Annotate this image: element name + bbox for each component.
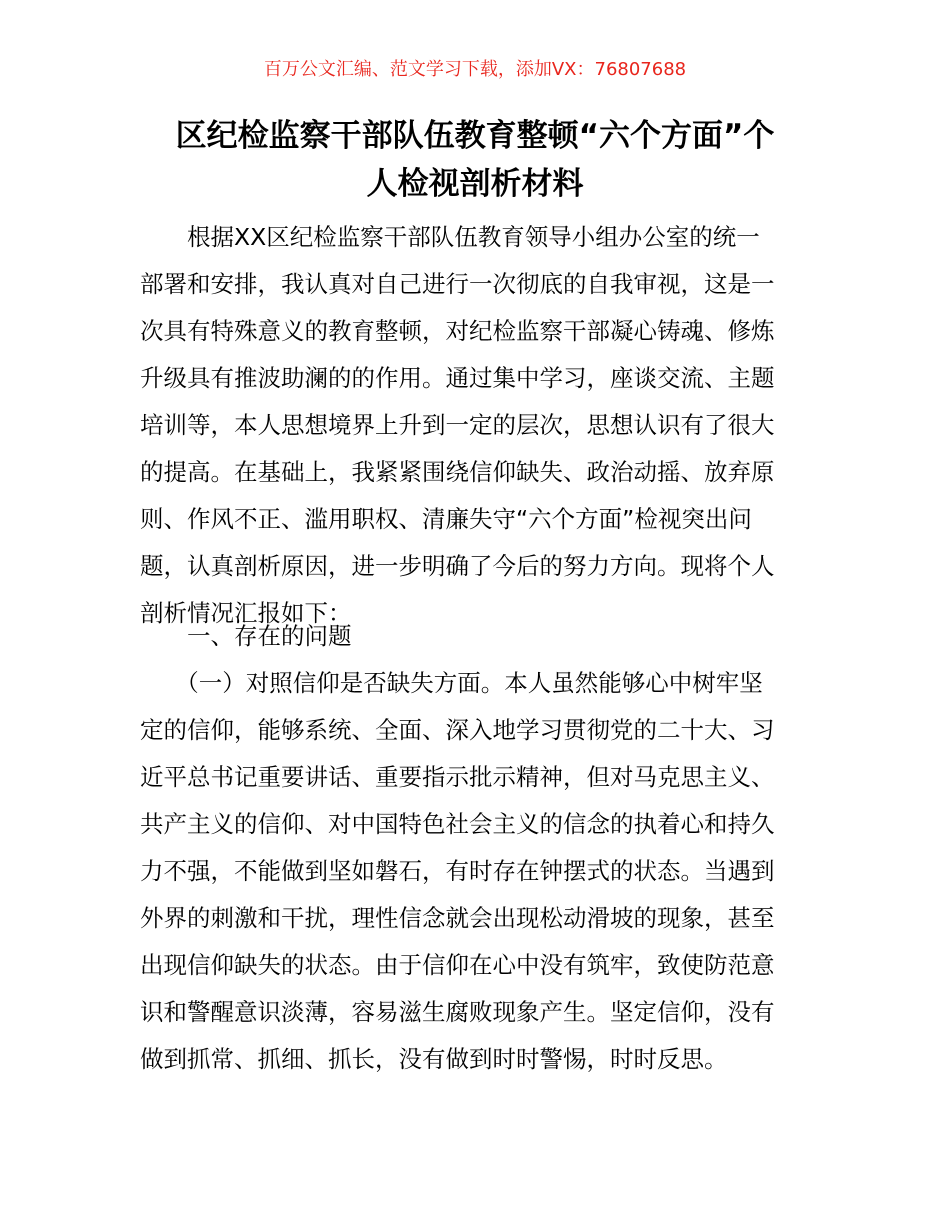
text-line: 题，认真剖析原因，进一步明确了今后的努力方向。现将个人 xyxy=(140,552,775,580)
text-line: 则、作风不正、滥用职权、清廉失守“六个方面”检视突出问 xyxy=(140,505,752,533)
title-line: 人检视剖析材料 xyxy=(366,166,584,202)
text-line: 根据XX区纪检监察干部队伍教育领导小组办公室的统一 xyxy=(140,223,760,251)
text-line: 部署和安排，我认真对自己进行一次彻底的自我审视，这是一 xyxy=(140,270,775,298)
watermark-text: 百万公文汇编、范文学习下载，添加VX：76807688 xyxy=(263,59,687,80)
text-line: 做到抓常、抓细、抓长，没有做到时时警惕，时时反思。 xyxy=(140,1045,728,1073)
intro-paragraph xyxy=(140,214,820,637)
section-heading xyxy=(140,613,820,660)
document-title xyxy=(120,112,830,208)
title-line: 区纪检监察干部队伍教育整顿“六个方面”个 xyxy=(175,118,775,154)
text-line: （一）对照信仰是否缺失方面。本人虽然能够心中树牢坚 xyxy=(140,669,763,697)
text-line: 定的信仰，能够系统、全面、深入地学习贯彻党的二十大、习 xyxy=(140,716,775,744)
text-line: 共产主义的信仰、对中国特色社会主义的信念的执着心和持久 xyxy=(140,810,775,838)
item-1-paragraph xyxy=(140,660,820,1083)
text-line: 识和警醒意识淡薄，容易滋生腐败现象产生。坚定信仰，没有 xyxy=(140,998,775,1026)
text-line: 的提高。在基础上，我紧紧围绕信仰缺失、政治动摇、放弃原 xyxy=(140,458,775,486)
text-line: 力不强，不能做到坚如磐石，有时存在钟摆式的状态。当遇到 xyxy=(140,857,775,885)
text-line: 培训等，本人思想境界上升到一定的层次，思想认识有了很大 xyxy=(140,411,775,439)
text-line: 出现信仰缺失的状态。由于信仰在心中没有筑牢，致使防范意 xyxy=(140,951,775,979)
text-line: 剖析情况汇报如下： xyxy=(140,599,352,627)
text-line: 外界的刺激和干扰，理性信念就会出现松动滑坡的现象，甚至 xyxy=(140,904,775,932)
text-line: 次具有特殊意义的教育整顿，对纪检监察干部凝心铸魂、修炼 xyxy=(140,317,775,345)
text-line: 近平总书记重要讲话、重要指示批示精神，但对马克思主义、 xyxy=(140,763,775,791)
text-line: 升级具有推波助澜的的作用。通过集中学习，座谈交流、主题 xyxy=(140,364,775,392)
section-heading-text: 一、存在的问题 xyxy=(140,622,352,650)
